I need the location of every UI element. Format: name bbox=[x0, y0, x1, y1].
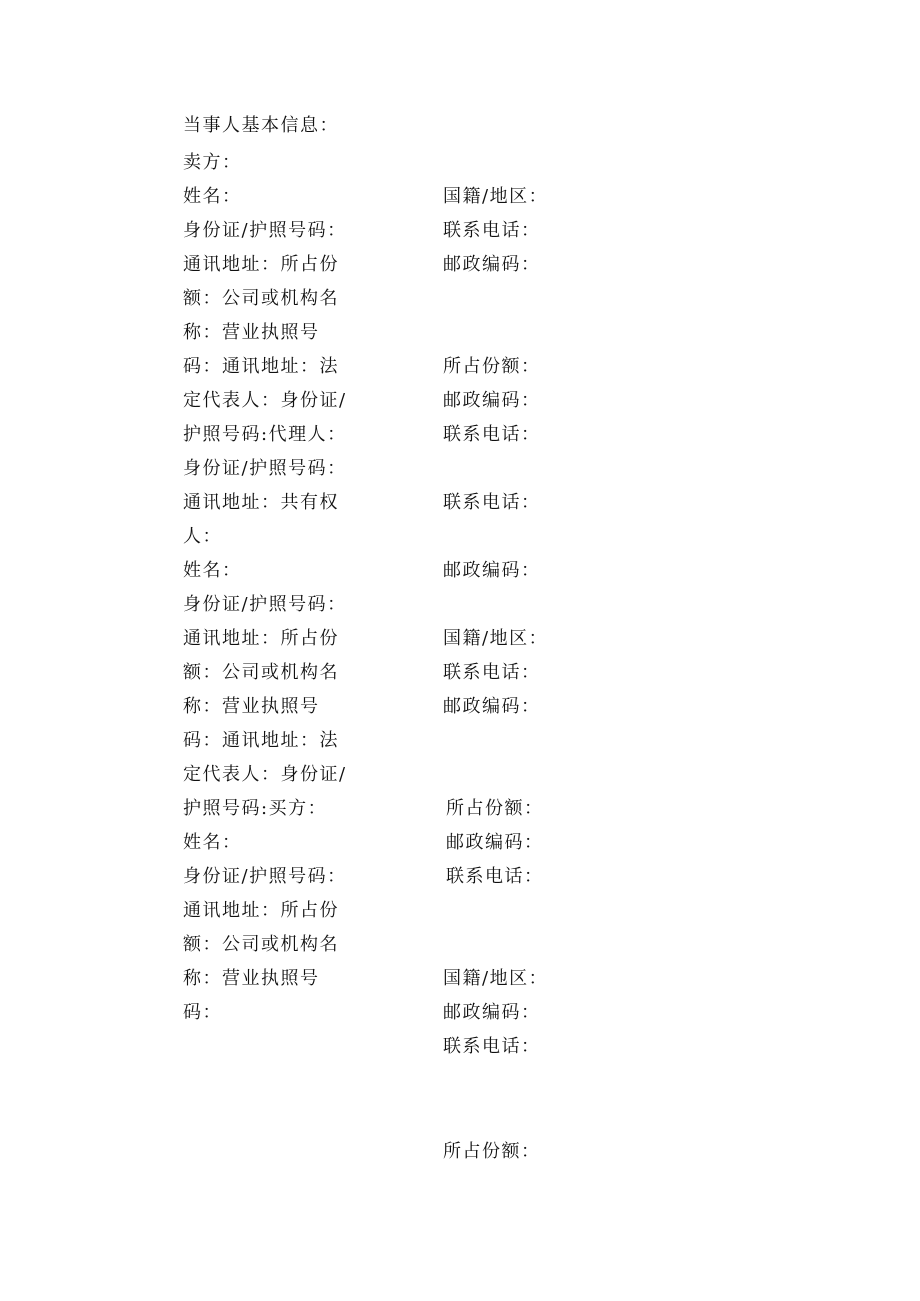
right-line: 国籍/地区： bbox=[443, 186, 549, 207]
left-line: 身份证/护照号码： bbox=[183, 220, 347, 241]
section-heading: 当事人基本信息： bbox=[183, 115, 339, 136]
left-line: 姓名： bbox=[183, 186, 242, 207]
right-line: 联系电话： bbox=[443, 492, 541, 513]
right-line: 邮政编码： bbox=[443, 696, 541, 717]
left-line: 定代表人：身份证/ bbox=[183, 390, 347, 411]
left-line: 身份证/护照号码： bbox=[183, 866, 347, 887]
left-line: 称：营业执照号 bbox=[183, 696, 320, 717]
left-line: 人： bbox=[183, 526, 222, 547]
left-line: 通讯地址：共有权 bbox=[183, 492, 339, 513]
left-line: 定代表人：身份证/ bbox=[183, 764, 347, 785]
left-line: 护照号码:买方： bbox=[183, 798, 328, 819]
right-line: 邮政编码： bbox=[443, 1002, 541, 1023]
left-line: 码： bbox=[183, 1002, 222, 1023]
left-line: 通讯地址：所占份 bbox=[183, 628, 339, 649]
right-line: 国籍/地区： bbox=[443, 968, 549, 989]
left-line: 额：公司或机构名 bbox=[183, 934, 339, 955]
right-line: 邮政编码： bbox=[443, 560, 541, 581]
right-line: 国籍/地区： bbox=[443, 628, 549, 649]
left-line: 卖方： bbox=[183, 152, 242, 173]
left-line: 身份证/护照号码： bbox=[183, 458, 347, 479]
right-line: 邮政编码： bbox=[446, 832, 544, 853]
right-line: 联系电话： bbox=[443, 1036, 541, 1057]
left-line: 姓名： bbox=[183, 832, 242, 853]
left-line: 码：通讯地址：法 bbox=[183, 356, 339, 377]
left-line: 身份证/护照号码： bbox=[183, 594, 347, 615]
right-line: 所占份额： bbox=[443, 356, 541, 377]
right-line: 联系电话： bbox=[443, 424, 541, 445]
left-line: 称：营业执照号 bbox=[183, 968, 320, 989]
left-line: 码：通讯地址：法 bbox=[183, 730, 339, 751]
right-line: 联系电话： bbox=[443, 220, 541, 241]
right-line: 联系电话： bbox=[446, 866, 544, 887]
left-line: 护照号码:代理人： bbox=[183, 424, 347, 445]
right-line: 邮政编码： bbox=[443, 254, 541, 275]
right-line: 所占份额： bbox=[443, 1141, 541, 1162]
left-line: 通讯地址：所占份 bbox=[183, 900, 339, 921]
left-line: 称：营业执照号 bbox=[183, 322, 320, 343]
right-line: 联系电话： bbox=[443, 662, 541, 683]
right-line: 所占份额： bbox=[446, 798, 544, 819]
left-line: 额：公司或机构名 bbox=[183, 288, 339, 309]
left-line: 额：公司或机构名 bbox=[183, 662, 339, 683]
left-line: 姓名： bbox=[183, 560, 242, 581]
left-line: 通讯地址：所占份 bbox=[183, 254, 339, 275]
right-line: 邮政编码： bbox=[443, 390, 541, 411]
